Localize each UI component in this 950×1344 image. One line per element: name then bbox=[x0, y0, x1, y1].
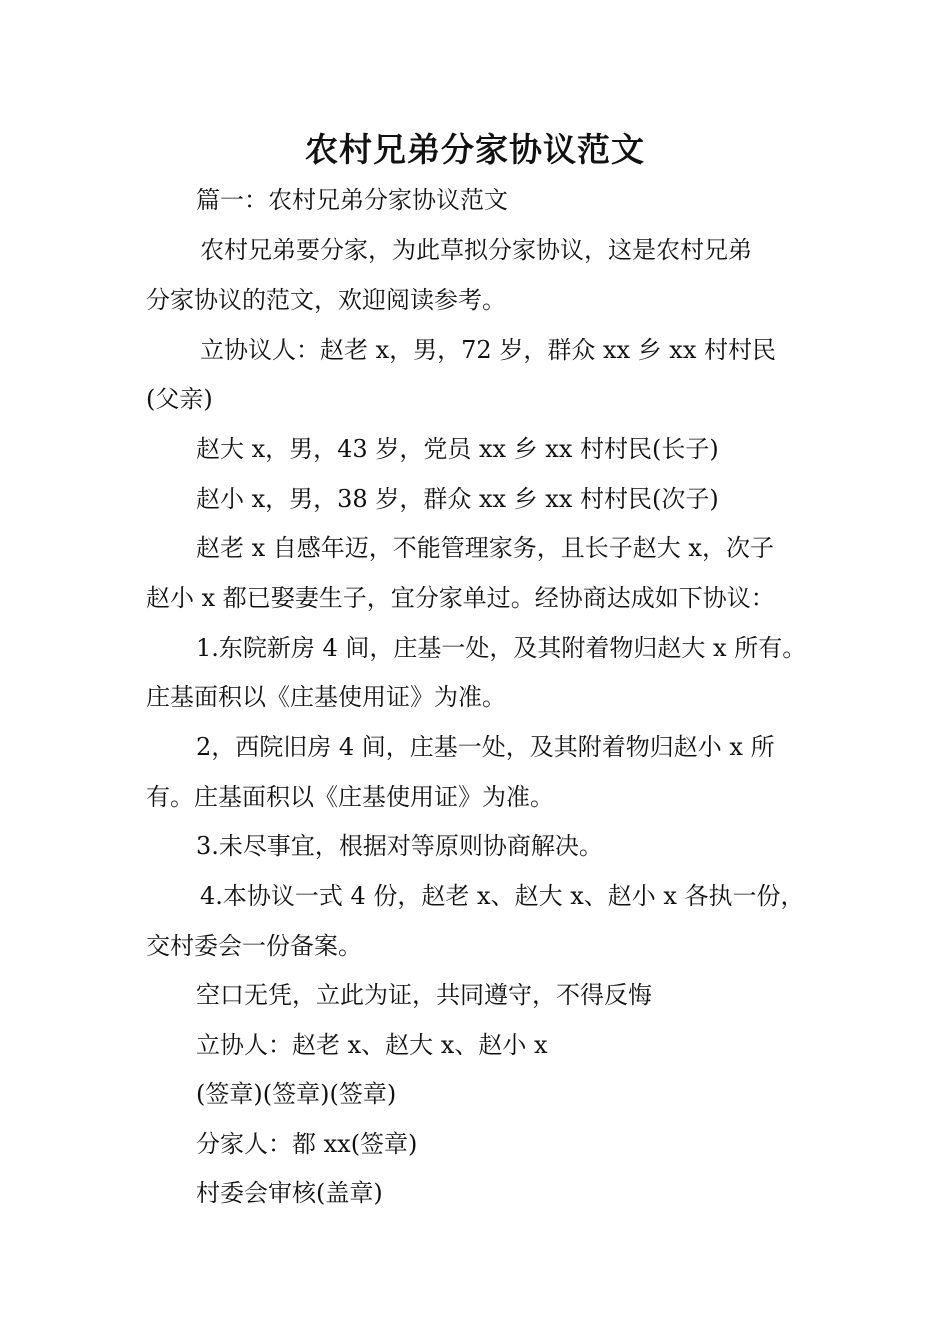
clause-line: 4.本协议一式 4 份，赵老 x、赵大 x、赵小 x 各执一份， bbox=[200, 882, 805, 910]
clause-line: 庄基面积以《庄基使用证》为准。 bbox=[146, 683, 506, 711]
clause-line: 交村委会一份备案。 bbox=[146, 932, 362, 960]
paragraph-line: (父亲) bbox=[146, 385, 213, 413]
signature-line: (签章)(签章)(签章) bbox=[196, 1080, 397, 1108]
paragraph-line: 立协议人：赵老 x，男，72 岁，群众 xx 乡 xx 村村民 bbox=[200, 336, 776, 364]
section-heading: 篇一：农村兄弟分家协议范文 bbox=[196, 186, 508, 214]
approval-line: 村委会审核(盖章) bbox=[196, 1179, 383, 1207]
clause-line: 3.未尽事宜，根据对等原则协商解决。 bbox=[196, 832, 603, 860]
clause-line: 1.东院新房 4 间，庄基一处，及其附着物归赵大 x 所有。 bbox=[196, 634, 807, 662]
signatory-line: 分家人：都 xx(签章) bbox=[196, 1130, 418, 1158]
paragraph-line: 分家协议的范文，欢迎阅读参考。 bbox=[146, 286, 506, 314]
paragraph-line: 赵小 x，男，38 岁，群众 xx 乡 xx 村村民(次子) bbox=[196, 485, 719, 513]
paragraph-line: 赵小 x 都已娶妻生子，宜分家单过。经协商达成如下协议： bbox=[146, 584, 775, 612]
paragraph-line: 赵大 x，男，43 岁，党员 xx 乡 xx 村村民(长子) bbox=[196, 435, 719, 463]
paragraph-line: 空口无凭，立此为证，共同遵守，不得反悔 bbox=[196, 981, 652, 1009]
document-title: 农村兄弟分家协议范文 bbox=[305, 130, 645, 169]
clause-line: 有。庄基面积以《庄基使用证》为准。 bbox=[146, 783, 554, 811]
clause-line: 2，西院旧房 4 间，庄基一处，及其附着物归赵小 x 所 bbox=[196, 733, 775, 761]
paragraph-line: 农村兄弟要分家，为此草拟分家协议，这是农村兄弟 bbox=[200, 236, 752, 264]
paragraph-line: 赵老 x 自感年迈，不能管理家务，且长子赵大 x，次子 bbox=[196, 534, 774, 562]
signatory-line: 立协人：赵老 x、赵大 x、赵小 x bbox=[196, 1031, 548, 1059]
